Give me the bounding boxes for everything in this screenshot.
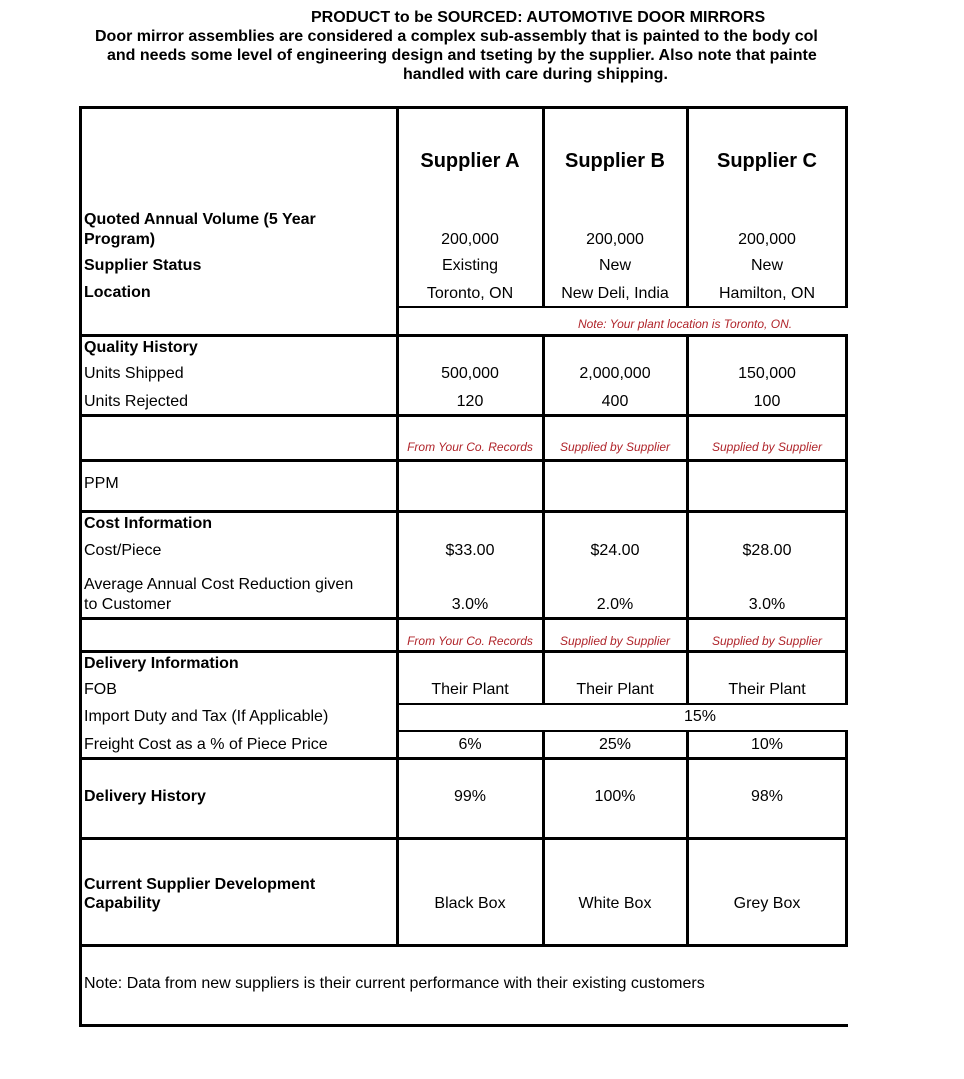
grid-line xyxy=(542,757,545,947)
status-c: New xyxy=(750,257,784,274)
supplier-a-header: Supplier A xyxy=(420,150,520,172)
location-c: Hamilton, ON xyxy=(718,285,816,302)
development-c: Grey Box xyxy=(733,895,801,912)
grid-line xyxy=(686,650,689,704)
grid-line xyxy=(686,106,689,307)
import-duty-label: Import Duty and Tax (If Applicable) xyxy=(84,708,329,725)
quality-source-c: Supplied by Supplier xyxy=(711,440,823,454)
grid-line xyxy=(79,414,848,417)
grid-line xyxy=(845,730,848,758)
development-label-cont: Capability xyxy=(84,895,161,912)
reduction-a: 3.0% xyxy=(451,596,489,613)
grid-line xyxy=(396,306,399,336)
grid-line xyxy=(79,1024,848,1027)
grid-line xyxy=(686,730,689,758)
header-line-4: handled with care during shipping. xyxy=(403,66,668,83)
units-shipped-label: Units Shipped xyxy=(84,365,184,382)
grid-line xyxy=(79,334,848,337)
grid-line xyxy=(79,106,848,109)
import-duty-value: 15% xyxy=(683,708,717,725)
cost-a: $33.00 xyxy=(445,542,495,559)
shipped-b: 2,000,000 xyxy=(579,365,651,382)
grid-line xyxy=(542,730,545,758)
quality-source-a: From Your Co. Records xyxy=(407,440,533,454)
grid-line xyxy=(79,837,848,840)
development-a: Black Box xyxy=(434,895,506,912)
cost-source-c: Supplied by Supplier xyxy=(711,634,823,648)
location-note: Note: Your plant location is Toronto, ON. xyxy=(577,317,793,331)
delivery-heading: Delivery Information xyxy=(84,655,239,672)
shipped-c: 150,000 xyxy=(738,365,796,382)
cost-heading: Cost Information xyxy=(84,515,212,532)
header-title: PRODUCT to be SOURCED: AUTOMOTIVE DOOR MIRRORS xyxy=(311,9,766,26)
delivery-history-a: 99% xyxy=(453,788,487,805)
volume-label-cont: Program) xyxy=(84,231,156,248)
fob-b: Their Plant xyxy=(576,681,654,698)
grid-line xyxy=(845,617,848,651)
cost-piece-label: Cost/Piece xyxy=(84,542,162,559)
location-label: Location xyxy=(84,284,151,301)
grid-line xyxy=(542,617,545,651)
grid-line xyxy=(79,510,848,513)
fob-c: Their Plant xyxy=(728,681,806,698)
grid-line xyxy=(79,757,848,760)
grid-line xyxy=(686,757,689,947)
grid-line xyxy=(845,757,848,947)
grid-line xyxy=(79,459,848,462)
location-b: New Deli, India xyxy=(561,285,669,302)
grid-line xyxy=(542,650,545,704)
cost-reduction-label-cont: to Customer xyxy=(84,596,172,613)
grid-line xyxy=(396,730,848,732)
rejected-b: 400 xyxy=(601,393,629,410)
supplier-status-label: Supplier Status xyxy=(84,257,202,274)
quality-source-b: Supplied by Supplier xyxy=(559,440,671,454)
grid-line xyxy=(396,617,399,651)
grid-line xyxy=(542,106,545,307)
cost-reduction-label: Average Annual Cost Reduction given xyxy=(84,576,354,593)
development-label: Current Supplier Development xyxy=(84,876,316,893)
freight-cost-label: Freight Cost as a % of Piece Price xyxy=(84,736,328,753)
grid-line xyxy=(845,106,848,307)
grid-line xyxy=(686,617,689,651)
grid-line xyxy=(396,703,848,705)
grid-line xyxy=(396,306,848,308)
grid-line xyxy=(396,703,399,732)
grid-line xyxy=(79,617,848,620)
units-rejected-label: Units Rejected xyxy=(84,393,189,410)
freight-a: 6% xyxy=(458,736,482,753)
supplier-b-header: Supplier B xyxy=(564,150,666,172)
volume-a: 200,000 xyxy=(441,231,499,248)
header-line-2: Door mirror assemblies are considered a complex sub-assembly that is painted to the body col xyxy=(95,28,818,45)
cost-b: $24.00 xyxy=(590,542,640,559)
delivery-history-label: Delivery History xyxy=(84,788,206,805)
delivery-history-c: 98% xyxy=(750,788,784,805)
delivery-history-b: 100% xyxy=(594,788,636,805)
grid-line xyxy=(396,334,399,618)
supplier-c-header: Supplier C xyxy=(716,150,818,172)
grid-line xyxy=(542,334,545,618)
rejected-a: 120 xyxy=(456,393,484,410)
grid-line xyxy=(396,757,399,947)
status-b: New xyxy=(598,257,632,274)
grid-line xyxy=(396,730,399,758)
shipped-a: 500,000 xyxy=(441,365,499,382)
grid-line xyxy=(845,650,848,704)
volume-label: Quoted Annual Volume (5 Year xyxy=(84,211,316,228)
grid-line xyxy=(79,106,82,1027)
volume-c: 200,000 xyxy=(738,231,796,248)
cost-source-b: Supplied by Supplier xyxy=(559,634,671,648)
rejected-c: 100 xyxy=(753,393,781,410)
header-line-3: and needs some level of engineering design and tseting by the supplier. Also note that painte xyxy=(107,47,817,64)
cost-c: $28.00 xyxy=(742,542,792,559)
quality-heading: Quality History xyxy=(84,339,198,356)
grid-line xyxy=(845,334,848,618)
grid-line xyxy=(686,334,689,618)
reduction-b: 2.0% xyxy=(596,596,634,613)
development-b: White Box xyxy=(578,895,652,912)
grid-line xyxy=(79,944,848,947)
fob-label: FOB xyxy=(84,681,117,698)
volume-b: 200,000 xyxy=(586,231,644,248)
footer-note: Note: Data from new suppliers is their current performance with their existing customers xyxy=(84,975,705,992)
cost-source-a: From Your Co. Records xyxy=(407,634,533,648)
freight-b: 25% xyxy=(598,736,632,753)
grid-line xyxy=(79,650,848,653)
grid-line xyxy=(396,650,399,704)
location-a: Toronto, ON xyxy=(426,285,514,302)
ppm-label: PPM xyxy=(84,475,119,492)
grid-line xyxy=(396,106,399,307)
freight-c: 10% xyxy=(750,736,784,753)
fob-a: Their Plant xyxy=(431,681,509,698)
reduction-c: 3.0% xyxy=(748,596,786,613)
status-a: Existing xyxy=(441,257,499,274)
